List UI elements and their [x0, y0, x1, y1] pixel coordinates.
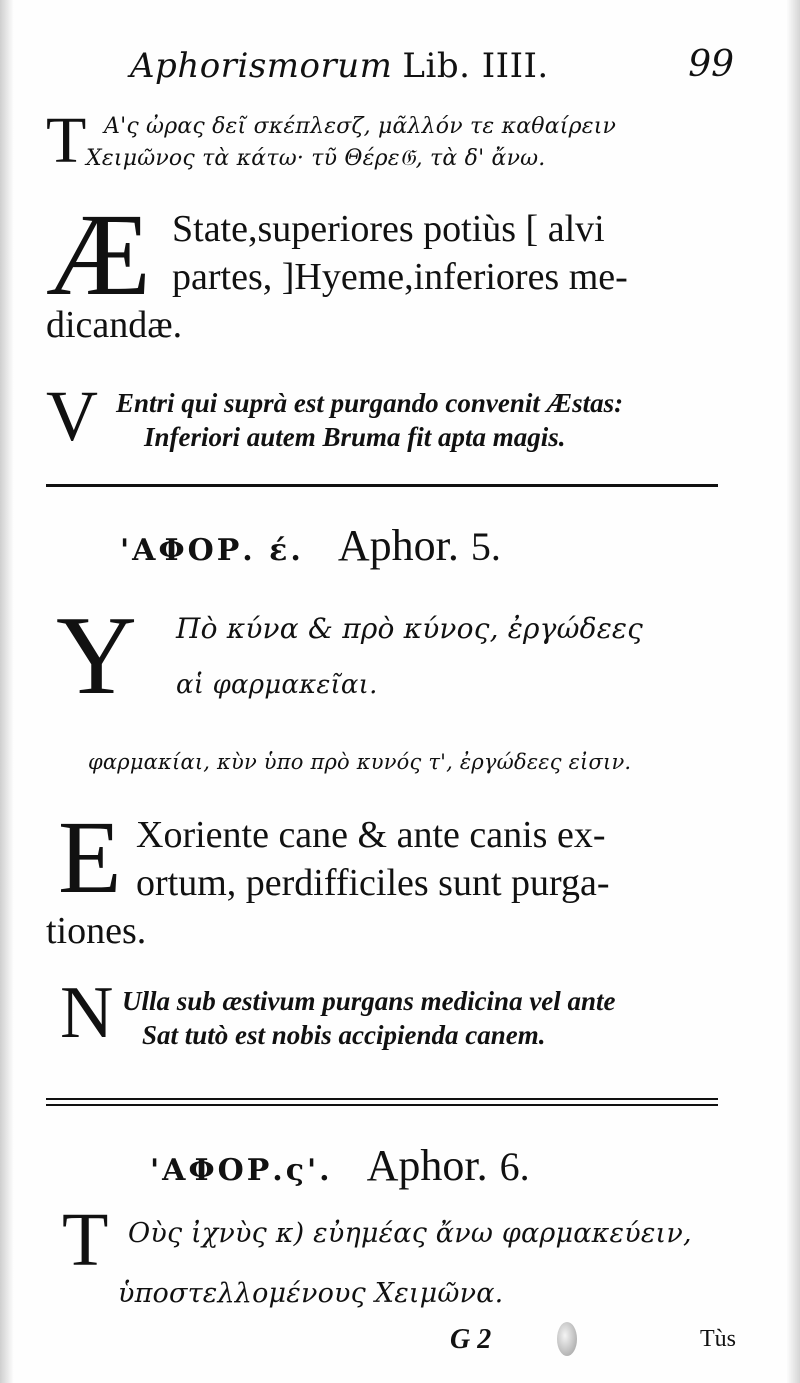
page-edge-left [0, 0, 14, 1383]
running-head-title: Aphorismorum [130, 46, 393, 86]
greek-text-line: ὑποστελλομένους Χειμῶνα. [118, 1278, 504, 1309]
page-footer [0, 1320, 800, 1370]
aphorism6-heading [150, 1140, 710, 1190]
signature-mark: G 2 [450, 1324, 492, 1355]
greek-text-line: Οὺς ἰχνὺς κ) εὐημέας ἄνω φαρμακεύειν, [128, 1218, 692, 1249]
latin-initial: E [58, 800, 122, 915]
section-divider [46, 1098, 718, 1100]
section-divider [46, 484, 718, 487]
latin-text-line: Xoriente cane & ante canis ex- [136, 814, 606, 856]
page-number: 99 [688, 44, 734, 85]
greek-initial: Υ [56, 594, 137, 718]
latin-text-line: State,superiores potiùs [ alvi [172, 208, 605, 250]
aphorism-number: 5. [470, 524, 501, 569]
aphorism4-greek [46, 104, 746, 178]
latin-text-line: tiones. [46, 910, 147, 952]
running-head-book: Lib. IIII. [402, 46, 549, 86]
latin-text-line: dicandæ. [46, 304, 183, 346]
aphorism5-latin [46, 800, 746, 956]
aphorism5-heading [120, 520, 680, 570]
paper-stain [557, 1322, 577, 1356]
aphorism4-latin [46, 189, 746, 348]
verse-line: Sat tutò est nobis accipienda canem. [142, 1020, 546, 1050]
verse-line: Entri qui suprà est purgando convenit Æstas: [116, 388, 624, 418]
latin-text-line: ortum, perdifficiles sunt purga- [136, 862, 610, 904]
verse-initial: V [46, 376, 98, 456]
greek-text-line: αἱ φαρμακεῖαι. [176, 670, 378, 700]
greek-initial: T [46, 104, 87, 177]
latin-heading-label: Aphor. [337, 521, 459, 570]
latin-text-line: partes, ]Hyeme,inferiores me- [172, 256, 628, 298]
latin-heading-label: Aphor. [366, 1141, 488, 1190]
greek-heading-label: 'ΑΦΟΡ.ς'. [150, 1153, 333, 1188]
aphorism5-greek-note [46, 750, 746, 790]
aphorism-number: 6. [499, 1144, 530, 1189]
aphorism5-verse [46, 972, 746, 1056]
greek-initial: T [62, 1198, 109, 1282]
greek-text-line: Χειμῶνος τὰ κάτω· τῦ Θέρε𝔊, τὰ δ' ἄνω. [86, 146, 546, 171]
aphorism4-verse [46, 376, 746, 460]
greek-text-line: Α'ς ὠρας δεῖ σκέπλεσζ, μᾶλλόν τε καθαίρειν [104, 114, 617, 139]
verse-line: Ulla sub æstivum purgans medicina vel ante [122, 986, 616, 1016]
verse-initial: N [60, 972, 114, 1054]
greek-heading-label: 'ΑΦΟΡ. έ. [120, 533, 304, 568]
running-head [130, 46, 549, 86]
latin-initial: Æ [46, 189, 151, 320]
greek-text-line: Πὸ κύνα & πρὸ κύνος, ἐργώδεες [176, 612, 644, 645]
page-edge-right [786, 0, 800, 1383]
verse-line: Inferiori autem Bruma fit apta magis. [144, 422, 566, 452]
page-header [130, 44, 740, 94]
aphorism6-greek [46, 1198, 746, 1312]
greek-note-line: φαρμακίαι, κὺν ὑπο πρὸ κυνός τ', ἐργώδεες εἰσιν. [88, 750, 632, 774]
catchword: Tùs [700, 1326, 736, 1352]
aphorism5-greek [46, 594, 746, 720]
